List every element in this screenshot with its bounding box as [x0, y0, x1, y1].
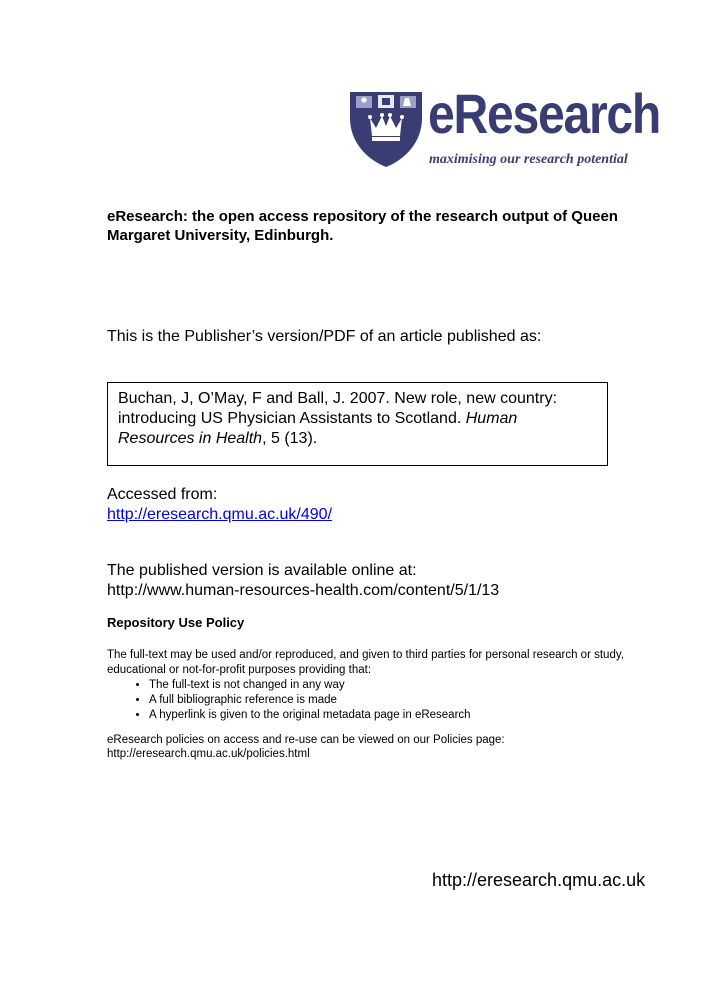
list-item: • The full-text is not changed in any way [149, 678, 627, 693]
citation-volume: , 5 (13). [262, 430, 318, 447]
page-heading: eResearch: the open access repository of the research output of Queen Margaret University, Edinburgh. [107, 208, 618, 244]
list-item: • A hyperlink is given to the original metadata page in eResearch [149, 708, 627, 723]
footer-url: http://eresearch.qmu.ac.uk [432, 870, 646, 890]
published-version-url: http://www.human-resources-health.com/content/5/1/13 [107, 582, 500, 599]
accessed-from-section [107, 485, 332, 525]
publisher-version-intro: This is the Publisher’s version/PDF of an article published as: [107, 328, 542, 345]
eresearch-logo [348, 82, 668, 172]
policy-conditions-list [107, 678, 627, 723]
citation-authors-title: Buchan, J, O’May, F and Ball, J. 2007. New role, new country: introducing US Physician Assistants to Scotland. [118, 390, 558, 427]
citation-box [107, 382, 608, 466]
logo-tagline: maximising our research potential [429, 152, 628, 167]
list-item: • A full bibliographic reference is made [149, 693, 627, 708]
published-version-section [107, 561, 499, 601]
policies-page-url: http://eresearch.qmu.ac.uk/policies.html [107, 748, 310, 760]
logo-wordmark: eResearch [428, 82, 661, 145]
accessed-from-label: Accessed from: [107, 486, 218, 503]
citation-journal: Human Resources in Health [118, 410, 518, 447]
policy-intro: The full-text may be used and/or reproduced, and given to third parties for personal research or study, educational or not-for-profit purposes providing that: [107, 649, 624, 676]
repository-policy-text [107, 648, 627, 723]
repository-record-link[interactable]: http://eresearch.qmu.ac.uk/490/ [107, 506, 333, 523]
policies-note [107, 733, 505, 761]
published-version-label: The published version is available online at: [107, 562, 417, 579]
university-crest-shield-icon [348, 88, 424, 168]
repository-policy-title: Repository Use Policy [107, 615, 245, 630]
policies-note-text: eResearch policies on access and re-use can be viewed on our Policies page: [107, 734, 505, 746]
